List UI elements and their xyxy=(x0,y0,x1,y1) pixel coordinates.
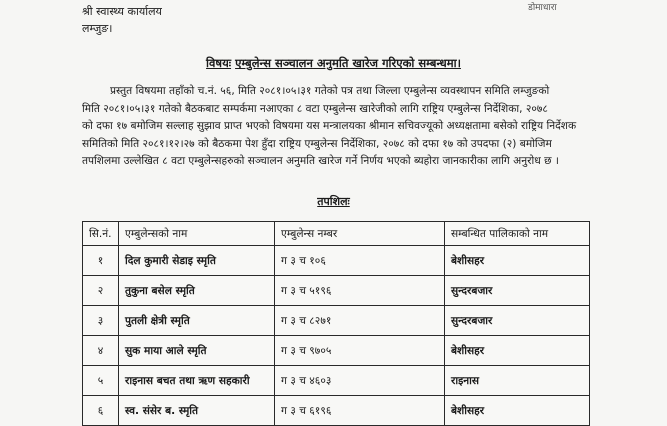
body-line: मिति २०८१।०५।३१ गतेको बैठकबाट सम्पर्कमा नआएका ८ वटा एम्बुलेन्स खारेजीको लागि राष्ट्रिय एम्बुलेन्स निर्देशिका, २०७८ xyxy=(82,102,548,115)
recipient-district: लम्जुङ। xyxy=(82,22,113,35)
serial-cell: ५ xyxy=(83,366,119,396)
serial-cell: ३ xyxy=(83,306,119,336)
body-line: प्रस्तुत विषयमा तहाँको च.नं. ५६, मिति २०८१।०५।३१ गतेको पत्र तथा जिल्ला एम्बुलेन्स व्यवस्थापन समिति लम्जुङको xyxy=(110,85,550,97)
subject-text: एम्बुलेन्स सञ्चालन अनुमति खारेज गरिएको सम्बन्धमा। xyxy=(235,56,461,70)
municipality-cell: बेशीसहर xyxy=(445,396,590,426)
municipality-cell: सुन्दरबजार xyxy=(445,276,590,306)
ambulance-name-cell: दिल कुमारी सेडाइ स्मृति xyxy=(119,246,275,276)
table-row xyxy=(83,336,590,366)
municipality-cell: सुन्दरबजार xyxy=(445,306,590,336)
recipient-office: श्री स्वास्थ्य कार्यालय xyxy=(82,5,162,18)
col-header-serial: सि.नं. xyxy=(83,222,119,246)
letter-body xyxy=(82,83,588,171)
table-row xyxy=(83,276,590,306)
body-line: तपशिलमा उल्लेखित ८ वटा एम्बुलेन्सहरुको सञ्चालन अनुमति खारेज गर्ने निर्णय भएको ब्यहोरा जानकारीका लागि अनुरोध छ । xyxy=(82,155,559,167)
serial-cell: ६ xyxy=(83,396,119,426)
ambulance-name-cell: राइनास बचत तथा ऋण सहकारी xyxy=(119,366,275,396)
ambulance-number-cell: ग ३ च ९७०५ xyxy=(275,336,445,366)
ambulance-table xyxy=(82,221,590,426)
body-line: समितिको मिति २०८१।१२।२७ को बैठकमा पेश हुँदा राष्ट्रिय एम्बुलेन्स निर्देशिका, २०७८ को दफा १७ को उपदफा (२) बमोजिम xyxy=(82,137,552,150)
ambulance-number-cell: ग ३ च ६१९६ xyxy=(275,396,445,426)
ambulance-number-cell: ग ३ च ५१९६ xyxy=(275,276,445,306)
ambulance-number-cell: ग ३ च ४६०३ xyxy=(275,366,445,396)
serial-cell: २ xyxy=(83,276,119,306)
header-fragment: डोमाधारा xyxy=(528,3,557,13)
table-row xyxy=(83,306,590,336)
ambulance-name-cell: तुकुना बसेल स्मृति xyxy=(119,276,275,306)
table-row xyxy=(83,246,590,276)
table-row xyxy=(83,396,590,426)
col-header-ambulance-number: एम्बुलेन्स नम्बर xyxy=(275,222,445,246)
subject-line xyxy=(0,56,667,71)
table-row xyxy=(83,366,590,396)
municipality-cell: राइनास xyxy=(445,366,590,396)
subject-prefix: विषयः xyxy=(206,56,232,70)
ambulance-name-cell: स्व. संसेर ब. स्मृति xyxy=(119,396,275,426)
municipality-cell: बेशीसहर xyxy=(445,246,590,276)
serial-cell: ४ xyxy=(83,336,119,366)
ambulance-name-cell: सुक माया आले स्मृति xyxy=(119,336,275,366)
col-header-ambulance-name: एम्बुलेन्सको नाम xyxy=(119,222,275,246)
col-header-municipality: सम्बन्धित पालिकाको नाम xyxy=(445,222,590,246)
ambulance-number-cell: ग ३ च ८२७१ xyxy=(275,306,445,336)
municipality-cell: बेशीसहर xyxy=(445,336,590,366)
serial-cell: १ xyxy=(83,246,119,276)
table-heading: तपशिलः xyxy=(317,195,350,208)
ambulance-number-cell: ग ३ च १०६ xyxy=(275,246,445,276)
body-line: को दफा १७ बमोजिम सल्लाह सुझाव प्राप्त भएको विषयमा यस मन्त्रालयका श्रीमान सचिवज्यूको अध्यक्षतामा बसेको राष्ट्रिय निर्देशक xyxy=(82,120,577,132)
table-header-row xyxy=(83,222,590,246)
ambulance-name-cell: पुतली क्षेत्री स्मृति xyxy=(119,306,275,336)
